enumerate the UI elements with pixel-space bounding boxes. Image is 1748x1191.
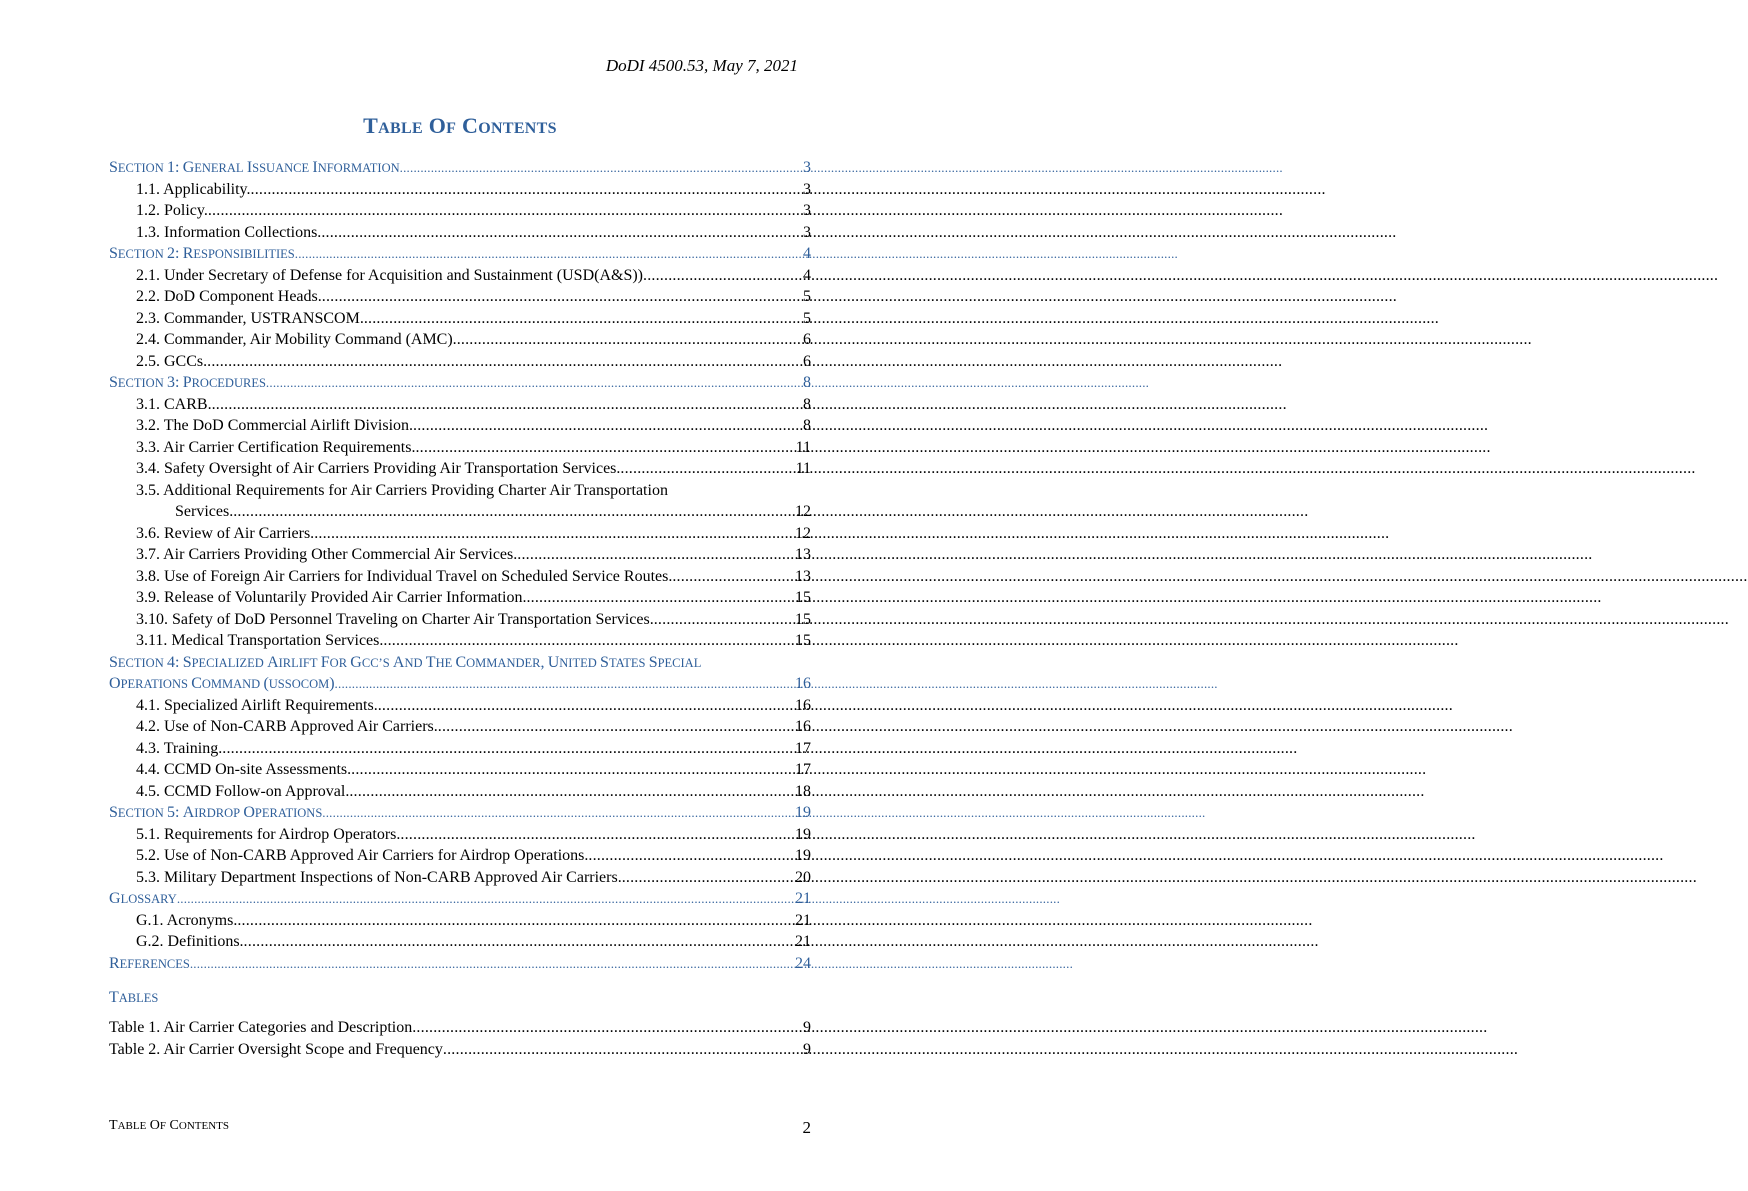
- toc-entry[interactable]: [109, 695, 811, 717]
- toc-entry[interactable]: [109, 738, 811, 760]
- toc-page-number: 5: [803, 309, 811, 327]
- toc-entry[interactable]: [109, 286, 811, 308]
- toc-section-entry[interactable]: [109, 888, 811, 910]
- toc-leader-dots: [322, 802, 794, 824]
- toc-entry[interactable]: [109, 200, 811, 222]
- toc-page-number: 24: [795, 954, 811, 972]
- toc-page-number: 17: [795, 739, 811, 757]
- toc-leader-dots: [383, 630, 794, 652]
- toc-entry-label: OPERATIONS COMMAND (USSOCOM): [109, 675, 335, 692]
- toc-page-number: 12: [795, 524, 811, 542]
- toc-entry[interactable]: [109, 781, 811, 803]
- toc-leader-dots: [251, 179, 802, 201]
- toc-page-number: 19: [795, 825, 811, 843]
- toc-leader-dots: [400, 157, 802, 179]
- toc-leader-dots: [349, 781, 794, 803]
- toc-leader-dots: [457, 329, 802, 351]
- toc-leader-dots: [378, 695, 794, 717]
- table-list-entry[interactable]: [109, 1039, 811, 1061]
- toc-leader-dots: [212, 394, 802, 416]
- toc-entry[interactable]: [109, 351, 811, 373]
- page-footer: [109, 1118, 811, 1138]
- toc-entry-label: 3.9. Release of Voluntarily Provided Air Carrier Information.: [136, 589, 527, 606]
- toc-page-number: 16: [795, 696, 811, 714]
- toc-leader-dots: [295, 243, 802, 265]
- toc-page-number: 12: [795, 503, 811, 520]
- toc-page-number: 17: [795, 761, 811, 778]
- toc-page-number: 11: [795, 460, 811, 477]
- toc-entry-label: SECTION 5: AIRDROP OPERATIONS: [109, 804, 323, 821]
- toc-leader-dots: [351, 759, 794, 781]
- toc-page-number: 5: [803, 288, 811, 305]
- toc-entry[interactable]: [109, 415, 811, 437]
- toc-entry-label: SECTION 4: SPECIALIZED AIRLIFT FOR GCC’S AND THE COMMANDER, UNITED STATES SPECIAL: [109, 653, 702, 671]
- toc-leader-dots: [622, 867, 794, 889]
- toc-entry[interactable]: [109, 609, 811, 631]
- toc-section-entry[interactable]: [109, 157, 811, 179]
- toc-entry-label: 4.4. CCMD On-site Assessments.: [136, 761, 352, 778]
- toc-title-text: TABLE OF CONTENTS: [363, 113, 557, 138]
- toc-entry[interactable]: [109, 458, 811, 480]
- toc-entry[interactable]: [109, 824, 811, 846]
- toc-leader-dots: [654, 609, 794, 631]
- table-entry-label: Table 1. Air Carrier Categories and Description: [109, 1019, 413, 1036]
- toc-section-entry[interactable]: [109, 243, 811, 265]
- toc-entry-label: 3.1. CARB.: [136, 395, 212, 413]
- toc-section-entry[interactable]: [109, 802, 811, 824]
- toc-entry[interactable]: [109, 501, 811, 523]
- toc-entry[interactable]: [109, 265, 811, 287]
- toc-page-number: 18: [795, 782, 811, 800]
- toc-page-number: 8: [803, 395, 811, 413]
- toc-leader-dots: [526, 587, 794, 609]
- toc-leader-dots: [233, 501, 794, 523]
- toc-entry-label: 3.4. Safety Oversight of Air Carriers Providing Air Transportation Services.: [136, 460, 621, 477]
- toc-page-number: 15: [795, 589, 811, 606]
- toc-entry-label: 3.11. Medical Transportation Services.: [136, 632, 384, 649]
- toc-entry-label: 4.5. CCMD Follow-on Approval.: [136, 782, 350, 800]
- toc-page-number: 15: [795, 632, 811, 649]
- toc-entry[interactable]: [109, 222, 811, 244]
- toc-page-number: 6: [803, 352, 811, 370]
- toc-entry[interactable]: [109, 630, 811, 652]
- toc-leader-dots: [620, 458, 794, 480]
- toc-entry-label: 3.3. Air Carrier Certification Requirements.: [136, 438, 416, 456]
- toc-entry-label: 2.2. DoD Component Heads.: [136, 288, 322, 305]
- toc-leader-dots: [322, 286, 802, 308]
- toc-leader-dots: [335, 673, 794, 695]
- toc-entry-label: 4.1. Specialized Airlift Requirements.: [136, 696, 378, 714]
- toc-page-number: 21: [795, 911, 811, 929]
- toc-page-number: 16: [795, 718, 811, 735]
- toc-page-number: 19: [795, 804, 811, 821]
- table-entry-label: Table 2. Air Carrier Oversight Scope and Frequency: [109, 1040, 443, 1058]
- toc-entry[interactable]: [109, 931, 811, 953]
- toc-leader-dots: [321, 222, 802, 244]
- toc-entry-label: 3.8. Use of Foreign Air Carriers for Individual Travel on Scheduled Service Routes.: [136, 567, 673, 585]
- table-of-contents: [109, 157, 811, 1060]
- toc-section-entry[interactable]: [109, 953, 811, 975]
- table-list-entry[interactable]: [109, 1017, 811, 1039]
- footer-page-number: 2: [802, 1118, 811, 1137]
- toc-entry[interactable]: [109, 179, 811, 201]
- toc-leader-dots: [443, 1039, 802, 1061]
- toc-page-number: 4: [803, 266, 811, 284]
- toc-entry[interactable]: [109, 329, 811, 351]
- toc-entry[interactable]: [109, 759, 811, 781]
- toc-page-number: 13: [795, 546, 811, 563]
- toc-entry-label: REFERENCES: [109, 954, 190, 972]
- toc-entry[interactable]: [109, 437, 811, 459]
- toc-page-number: 19: [795, 847, 811, 864]
- toc-leader-dots: [517, 544, 794, 566]
- toc-leader-dots: [237, 910, 794, 932]
- toc-title: [0, 113, 920, 139]
- toc-page-number: 16: [795, 675, 811, 692]
- toc-entry[interactable]: [109, 308, 811, 330]
- toc-leader-dots: [177, 888, 794, 910]
- toc-leader-dots: [400, 824, 794, 846]
- toc-entry[interactable]: [109, 587, 811, 609]
- toc-entry-label: 1.2. Policy.: [136, 202, 208, 219]
- toc-page-number: 3: [803, 159, 811, 176]
- toc-section-entry[interactable]: [109, 652, 811, 674]
- toc-section-entry[interactable]: [109, 372, 811, 394]
- toc-entry-label: 5.3. Military Department Inspections of Non-CARB Approved Air Carriers.: [136, 868, 622, 886]
- toc-page-number: 8: [803, 374, 811, 391]
- toc-leader-dots: [588, 845, 794, 867]
- document-header: DoDI 4500.53, May 7, 2021: [605, 56, 798, 75]
- toc-page-number: 3: [803, 180, 811, 198]
- toc-page-number: 13: [795, 567, 811, 585]
- toc-leader-dots: [412, 1017, 802, 1039]
- toc-entry-label: SECTION 2: RESPONSIBILITIES: [109, 245, 295, 262]
- toc-entry-label: 1.3. Information Collections.: [136, 223, 322, 241]
- toc-page-number: 20: [795, 868, 811, 886]
- footer-section-name: TABLE OF CONTENTS: [109, 1118, 229, 1133]
- toc-page-number: 15: [795, 610, 811, 628]
- toc-entry[interactable]: [109, 544, 811, 566]
- toc-entry-label: 5.1. Requirements for Airdrop Operators.: [136, 825, 401, 843]
- toc-entry-label: SECTION 1: GENERAL ISSUANCE INFORMATION: [109, 159, 400, 176]
- toc-entry[interactable]: [109, 910, 811, 932]
- toc-entry-label: Services.: [175, 503, 234, 520]
- toc-entry-label: G.1. Acronyms.: [136, 911, 238, 929]
- toc-entry-label: 3.5. Additional Requirements for Air Carriers Providing Charter Air Transportation: [136, 481, 668, 499]
- toc-entry-label: SECTION 3: PROCEDURES: [109, 374, 266, 391]
- toc-page-number: 3: [803, 202, 811, 219]
- toc-entry-label: 2.3. Commander, USTRANSCOM.: [136, 309, 364, 327]
- toc-leader-dots: [364, 308, 802, 330]
- table-entry-page-number: 9: [803, 1019, 811, 1036]
- toc-entry[interactable]: [109, 845, 811, 867]
- toc-entry-label: 4.3. Training.: [136, 739, 223, 757]
- toc-entry-label: 3.6. Review of Air Carriers.: [136, 524, 315, 542]
- toc-page-number: 8: [803, 417, 811, 434]
- tables-heading: TABLES: [109, 989, 159, 1006]
- toc-leader-dots: [672, 566, 794, 588]
- toc-entry-label: GLOSSARY: [109, 890, 177, 907]
- toc-section-entry[interactable]: [109, 673, 811, 695]
- toc-entry[interactable]: [109, 523, 811, 545]
- table-entry-page-number: 9: [803, 1040, 811, 1058]
- toc-leader-dots: [438, 716, 794, 738]
- toc-entry[interactable]: [109, 394, 811, 416]
- toc-entry-label: 3.2. The DoD Commercial Airlift Division.: [136, 417, 414, 434]
- toc-entry-label: 2.4. Commander, Air Mobility Command (AMC).: [136, 331, 457, 348]
- toc-page-number: 3: [803, 223, 811, 241]
- toc-entry-label: 1.1. Applicability.: [136, 180, 251, 198]
- toc-leader-dots: [190, 953, 794, 975]
- toc-leader-dots: [643, 265, 802, 287]
- toc-leader-dots: [314, 523, 794, 545]
- toc-entry[interactable]: [109, 480, 811, 502]
- toc-leader-dots: [244, 931, 794, 953]
- toc-leader-dots: [207, 351, 802, 373]
- toc-leader-dots: [266, 372, 802, 394]
- toc-entry[interactable]: [109, 716, 811, 738]
- toc-page-number: 21: [795, 933, 811, 950]
- toc-entry-label: 3.7. Air Carriers Providing Other Commercial Air Services.: [136, 546, 518, 563]
- toc-page-number: 11: [795, 438, 811, 456]
- toc-page-number: 4: [803, 245, 811, 262]
- toc-page-number: 21: [795, 890, 811, 907]
- toc-entry-label: G.2. Definitions.: [136, 933, 244, 950]
- toc-entry-label: 2.1. Under Secretary of Defense for Acquisition and Sustainment (USD(A&S)): [136, 266, 643, 284]
- toc-page-number: 6: [803, 331, 811, 348]
- toc-entry[interactable]: [109, 566, 811, 588]
- toc-leader-dots: [413, 415, 802, 437]
- toc-entry-label: 5.2. Use of Non-CARB Approved Air Carriers for Airdrop Operations.: [136, 847, 589, 864]
- toc-entry-label: 4.2. Use of Non-CARB Approved Air Carriers.: [136, 718, 438, 735]
- toc-entry[interactable]: [109, 867, 811, 889]
- toc-leader-dots: [208, 200, 802, 222]
- toc-entry-label: 2.5. GCCs.: [136, 352, 208, 370]
- toc-leader-dots: [222, 738, 794, 760]
- toc-leader-dots: [415, 437, 794, 459]
- toc-entry-label: 3.10. Safety of DoD Personnel Traveling on Charter Air Transportation Services.: [136, 610, 654, 628]
